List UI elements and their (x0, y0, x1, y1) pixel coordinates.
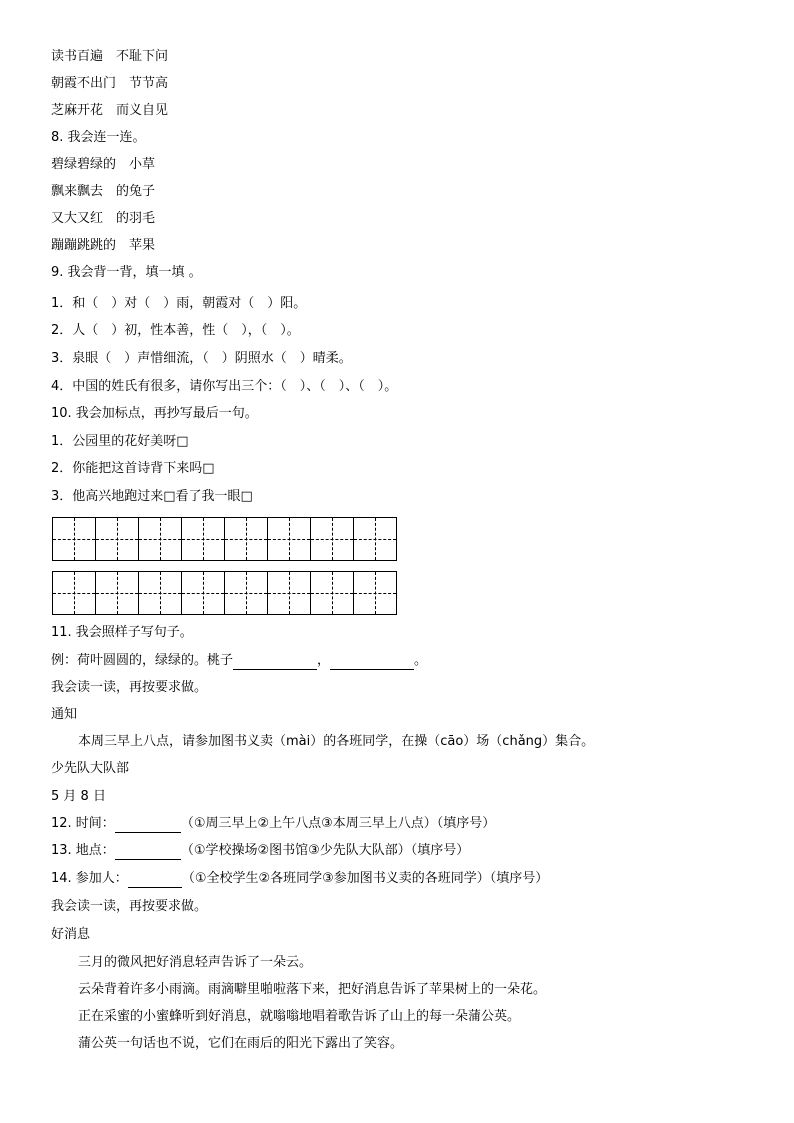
idiom-line-2: 朝霞不出门 节节高 (51, 76, 169, 91)
writing-cell[interactable] (310, 571, 354, 615)
idiom-line-1: 读书百遍 不耻下问 (51, 49, 169, 64)
notice-title: 通知 (51, 707, 78, 722)
punct-line-3: 3．他高兴地跑过来□看了我一眼□ (51, 489, 253, 504)
punct-line-2: 2．你能把这首诗背下来吗□ (51, 461, 215, 476)
question-label: 13. 地点： (51, 843, 115, 858)
punct-line-1: 1．公园里的花好美呀□ (51, 434, 189, 449)
question-options: （①周三早上②上午八点③本周三早上八点）（填序号） (180, 816, 496, 831)
writing-cell[interactable] (224, 517, 268, 561)
writing-cell[interactable] (181, 571, 225, 615)
writing-cell[interactable] (181, 517, 225, 561)
match-line-1: 碧绿碧绿的 小草 (51, 157, 156, 172)
story-paragraph-1: 三月的微风把好消息轻声告诉了一朵云。 (78, 955, 313, 970)
story-paragraph-3: 正在采蜜的小蜜蜂听到好消息，就嗡嗡地唱着歌告诉了山上的每一朵蒲公英。 (78, 1009, 521, 1024)
question-8-title: 8. 我会连一连。 (51, 130, 146, 145)
question-label: 14. 参加人： (51, 871, 128, 886)
story-title: 好消息 (51, 927, 91, 942)
question-13 (51, 842, 469, 860)
question-11-example (51, 652, 427, 670)
question-11-title: 11. 我会照样子写句子。 (51, 625, 193, 640)
reading-2-intro: 我会读一读，再按要求做。 (51, 899, 208, 914)
writing-cell[interactable] (52, 571, 96, 615)
question-9-title: 9. 我会背一背，填一填 。 (51, 265, 202, 280)
question-12 (51, 815, 495, 833)
writing-cell[interactable] (310, 517, 354, 561)
answer-blank[interactable] (233, 655, 317, 670)
writing-cell[interactable] (95, 571, 139, 615)
match-line-2: 飘来飘去 的兔子 (51, 184, 156, 199)
writing-cell[interactable] (267, 517, 311, 561)
idiom-line-3: 芝麻开花 而义自见 (51, 103, 169, 118)
writing-cell[interactable] (224, 571, 268, 615)
question-14 (51, 870, 548, 888)
match-line-3: 又大又红 的羽毛 (51, 211, 156, 226)
reading-1-intro: 我会读一读，再按要求做。 (51, 680, 208, 695)
story-paragraph-4: 蒲公英一句话也不说，它们在雨后的阳光下露出了笑容。 (78, 1036, 404, 1051)
writing-cell[interactable] (52, 517, 96, 561)
notice-date: 5 月 8 日 (51, 789, 106, 804)
writing-grid-row-1[interactable] (52, 517, 396, 561)
fill-line-4: 4．中国的姓氏有很多，请你写出三个：（ ）、（ ）、（ ）。 (51, 379, 398, 394)
writing-cell[interactable] (353, 571, 397, 615)
answer-blank[interactable] (115, 818, 181, 833)
fill-line-1: 1．和（ ）对（ ）雨，朝霞对（ ）阳。 (51, 296, 307, 311)
example-text: 例：荷叶圆圆的，绿绿的。桃子 (51, 653, 234, 668)
question-10-title: 10. 我会加标点，再抄写最后一句。 (51, 406, 258, 421)
answer-blank[interactable] (128, 873, 182, 888)
question-options: （①全校学生②各班同学③参加图书义卖的各班同学）（填序号） (181, 871, 549, 886)
notice-body: 本周三早上八点，请参加图书义卖（mài）的各班同学，在操（cāo）场（chǎng）集合。 (78, 734, 595, 749)
fill-line-3: 3．泉眼（ ）声惜细流，（ ）阴照水（ ）晴柔。 (51, 351, 352, 366)
story-paragraph-2: 云朵背着许多小雨滴。雨滴噼里啪啦落下来，把好消息告诉了苹果树上的一朵花。 (78, 982, 547, 997)
question-options: （①学校操场②图书馆③少先队大队部）（填序号） (180, 843, 470, 858)
question-label: 12. 时间： (51, 816, 115, 831)
answer-blank[interactable] (115, 845, 181, 860)
end-mark: 。 (414, 653, 428, 668)
writing-cell[interactable] (353, 517, 397, 561)
match-line-4: 蹦蹦跳跳的 苹果 (51, 238, 156, 253)
writing-cell[interactable] (138, 571, 182, 615)
fill-line-2: 2．人（ ）初，性本善，性（ ），（ ）。 (51, 323, 300, 338)
writing-grid-row-2[interactable] (52, 571, 396, 615)
separator: ， (317, 653, 331, 668)
writing-cell[interactable] (95, 517, 139, 561)
notice-signer: 少先队大队部 (51, 761, 130, 776)
writing-cell[interactable] (267, 571, 311, 615)
answer-blank[interactable] (330, 655, 414, 670)
writing-cell[interactable] (138, 517, 182, 561)
